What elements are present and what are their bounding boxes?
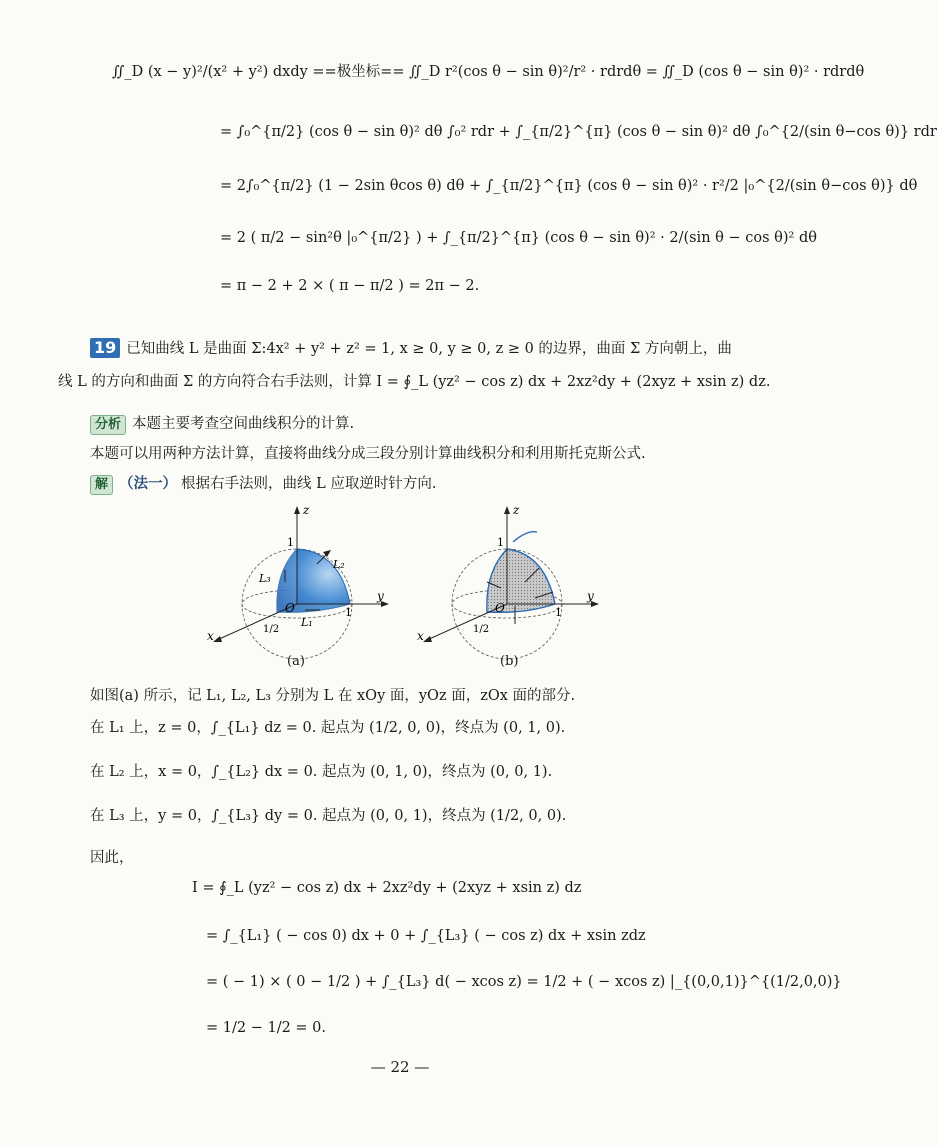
solution-tag: 解	[90, 475, 113, 495]
derivation-bottom-line-3: = ( − 1) × ( 0 − 1/2 ) + ∫_{L₃} d( − xcos z) = 1/2 + ( − xcos z) |_{(0,0,1)}^{(1/2,0,0)}	[206, 974, 842, 990]
problem-text-1: 已知曲线 L 是曲面 Σ:4x² + y² + z² = 1, x ≥ 0, y ≥ 0, z ≥ 0 的边界，曲面 Σ 方向朝上，曲	[126, 341, 732, 357]
label-origin: O	[495, 601, 505, 615]
axis-z-arrow	[504, 506, 510, 514]
label-one-y: 1	[555, 606, 562, 619]
derivation-top-line-3: = 2∫₀^{π/2} (1 − 2sin θcos θ) dθ + ∫_{π/2}^{π} (cos θ − sin θ)² · r²/2 |₀^{2/(sin θ−cos θ)} dθ	[220, 178, 918, 194]
label-L3: L₃	[259, 572, 271, 585]
body-line-2: 在 L₁ 上，z = 0，∫_{L₁} dz = 0. 起点为 (1/2, 0, 0)，终点为 (0, 1, 0).	[90, 720, 566, 736]
label-z: z	[513, 503, 520, 517]
axis-z-arrow	[294, 506, 300, 514]
axis-x-arrow	[423, 636, 432, 642]
body-line-5: 因此，	[90, 850, 134, 866]
label-L1: L₁	[301, 616, 313, 629]
analysis-line	[90, 414, 354, 435]
figure-a-caption: (a)	[287, 654, 305, 669]
label-one-z: 1	[497, 536, 504, 549]
derivation-top-line-5: = π − 2 + 2 × ( π − π/2 ) = 2π − 2.	[220, 278, 480, 294]
derivation-top-line-2: = ∫₀^{π/2} (cos θ − sin θ)² dθ ∫₀² rdr + ∫_{π/2}^{π} (cos θ − sin θ)² dθ ∫₀^{2/(sin θ−cos θ)} rdr	[220, 124, 937, 140]
problem-line-2: 线 L 的方向和曲面 Σ 的方向符合右手法则，计算 I = ∮_L (yz² − cos z) dx + 2xz²dy + (2xyz + xsin z) dz.	[58, 374, 771, 390]
body-line-3: 在 L₂ 上，x = 0，∫_{L₂} dx = 0. 起点为 (0, 1, 0)，终点为 (0, 0, 1).	[90, 764, 553, 780]
analysis-line-2: 本题可以用两种方法计算，直接将曲线分成三段分别计算曲线积分和利用斯托克斯公式.	[90, 446, 646, 462]
figure-a	[205, 502, 395, 672]
figure-b-caption: (b)	[500, 654, 519, 669]
body-line-1: 如图(a) 所示，记 L₁, L₂, L₃ 分别为 L 在 xOy 面，yOz 面，zOx 面的部分.	[90, 688, 576, 704]
label-z: z	[303, 503, 310, 517]
analysis-text: 本题主要考查空间曲线积分的计算.	[132, 416, 355, 432]
axis-x-arrow	[213, 636, 222, 642]
label-half: 1/2	[263, 624, 280, 635]
solution-line	[90, 474, 436, 495]
label-x: x	[417, 629, 424, 643]
label-one-z: 1	[287, 536, 294, 549]
derivation-top-line-4: = 2 ( π/2 − sin²θ |₀^{π/2} ) + ∫_{π/2}^{π} (cos θ − sin θ)² · 2/(sin θ − cos θ)² dθ	[220, 230, 817, 246]
page-number: — 22 —	[370, 1058, 430, 1076]
label-origin: O	[285, 601, 295, 615]
derivation-top-line-1: ∬_D (x − y)²/(x² + y²) dxdy ==极坐标== ∬_D r²(cos θ − sin θ)²/r² · rdrdθ = ∬_D (cos θ − sin θ)² · rdrdθ	[112, 64, 865, 80]
derivation-bottom-line-2: = ∫_{L₁} ( − cos 0) dx + 0 + ∫_{L₃} ( − cos z) dx + xsin zdz	[206, 928, 646, 944]
label-x: x	[207, 629, 214, 643]
problem-line-1	[90, 338, 732, 359]
solution-text: 根据右手法则，曲线 L 应取逆时针方向.	[181, 476, 437, 492]
derivation-bottom-line-4: = 1/2 − 1/2 = 0.	[206, 1020, 327, 1036]
arc-arrow	[513, 532, 537, 542]
label-half: 1/2	[473, 624, 490, 635]
body-line-4: 在 L₃ 上，y = 0，∫_{L₃} dy = 0. 起点为 (0, 0, 1)，终点为 (1/2, 0, 0).	[90, 808, 567, 824]
analysis-tag: 分析	[90, 415, 126, 435]
derivation-bottom-line-1: I = ∮_L (yz² − cos z) dx + 2xz²dy + (2xyz + xsin z) dz	[192, 880, 582, 896]
solution-method: （法一）	[119, 476, 178, 492]
problem-number-badge: 19	[90, 338, 120, 358]
label-y: y	[377, 589, 384, 603]
figure-b	[415, 502, 605, 672]
label-one-y: 1	[345, 606, 352, 619]
label-y: y	[587, 589, 594, 603]
label-L2: L₂	[333, 558, 345, 571]
